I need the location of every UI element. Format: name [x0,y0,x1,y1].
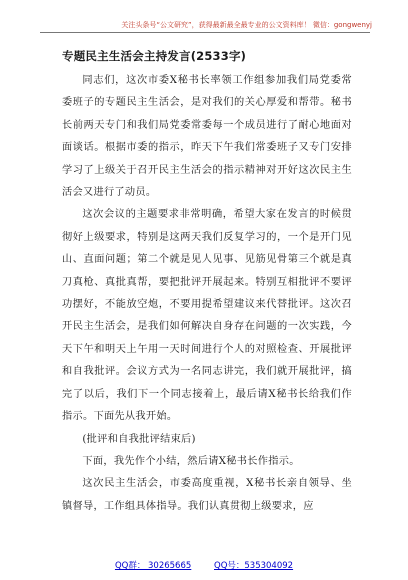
paragraph: 同志们，这次市委X秘书长率领工作组参加我们局党委常委班子的专题民主生活会，是对我们的关心厚爱和帮带。秘书长前两天专门和我们局党委常委每一个成员进行了耐心地面对面谈话。根据市委的指示，昨天下午我们常委班子又专门安排学习了上级关于召开民主生活会的指示精神对开好这次民主生活会又进行了动员。 [62,75,352,199]
paragraph: (批评和自我批评结束后) [82,433,196,445]
footer-qq-group-link[interactable]: QQ群： 30265665 [114,561,192,571]
document-body [62,48,352,518]
document-title: 专题民主生活会主持发言(2533字) [62,49,247,63]
paragraph: 这次民主生活会，市委高度重视，X秘书长亲自领导、坐镇督导，工作组具体指导。我们认真贯彻上级要求，应 [62,478,352,512]
page-header [0,12,408,31]
header-divider [40,32,370,33]
paragraph: 下面，我先作个小结，然后请X秘书长作指示。 [82,455,300,467]
footer-qq-number-link[interactable]: QQ号：535304092 [214,561,294,571]
page-footer [0,559,408,571]
header-promo-text: 关注头条号“公文研究”，获得最新最全最专业的公文资料库！ 微信：gongwenyj [121,21,372,29]
paragraph: 这次会议的主题要求非常明确，希望大家在发言的时候贯彻好上级要求，特别是这两天我们反复学习的，一个是开门见山、直面问题；第二个就是见人见事、见筋见骨第三个就是真刀真枪、真批真帮，要把批评开展起来。特别互相批评不要评功摆好，不能放空炮，不要用提希望建议来代替批评。这次召开民主生活会，是我们如何解决自身存在问题的一次实践，今天下午和明天上午用一天时间进行个人的对照检查、开展批评和自我批评。会议方式为一名同志讲完，我们就开展批评，搞完了以后，我们下一个同志接着上，最后请X秘书长给我们作指示。下面先从我开始。 [62,209,352,423]
